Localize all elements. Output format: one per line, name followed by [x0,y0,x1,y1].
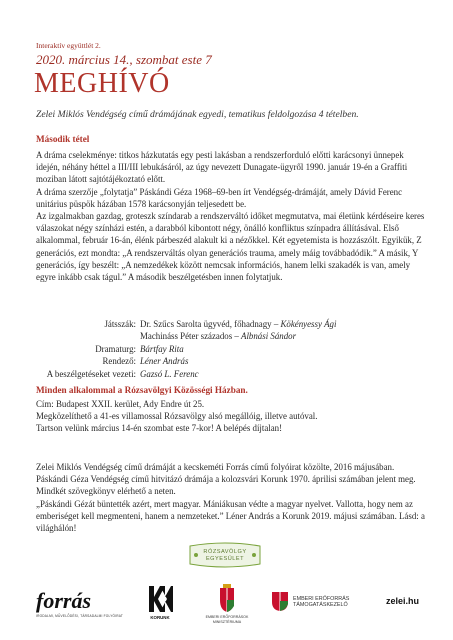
forras-logo [36,588,124,624]
actor-name: Bártfay Rita [140,343,184,354]
ministry-line: EMBERI ERŐFORRÁSOK [205,615,249,619]
korunk-label: KORUNK [150,615,170,620]
sponsor-logos [0,580,453,630]
korunk-mark-icon [146,584,174,614]
description-text [36,149,428,283]
paragraph: „Páskándi Gézát büntették azért, mert magyar. Mániákusan védte a magyar nyelvet. Vallotta, hogy nem az emberiséget kell megmenteni, hanem a nemzeteket.” Léner András a Korunk 2019. májusi számában. Lásd: a világhálón! [36,498,425,534]
venue-directions: Megközelíthető a 41-es villamossal Rózsavölgy alsó megállóig, illetve autóval. [36,411,318,422]
credit-row [36,318,428,330]
emet-shield-icon [270,590,290,612]
zelei-link[interactable]: zelei.hu [386,596,420,606]
character-name: Dr. Szűcs Sarolta ügyvéd, főhadnagy – [140,319,281,329]
emet-line: TÁMOGATÁSKEZELŐ [293,602,348,609]
badge-line: EGYESÜLET [205,555,245,562]
credit-role: Játsszák: [104,319,136,329]
actor-name: Kökényessy Ági [280,319,337,329]
credit-role: A beszélgetéseket vezeti: [46,368,136,379]
series-label: Interaktív együttlét 2. [36,41,101,50]
credit-role: Dramaturg: [95,343,136,354]
badge-line: RÓZSAVÖLGY [203,549,247,555]
actor-name: Léner András [140,356,189,367]
credits-list [36,318,428,380]
paragraph: A dráma cselekménye: titkos házkutatás egy pesti lakásban a rendszerforduló előtti karácsonyi ünnepek idején, néhány héttel a III/III lebukásáról, az úgy nevezett Dunagate-ügyről 1990. január 19-én a Graffiti moziban látott sajtótájékoztató előtt. [36,150,408,185]
page-title: MEGHÍVÓ [34,68,170,99]
ministry-line: MINISZTÉRIUMA [212,619,242,624]
event-date: 2020. március 14., szombat este 7 [36,52,212,67]
publication-info [36,461,428,534]
venue-invitation: Tartson velünk március 14-én szombat este 7-kor! A belépés díjtalan! [36,423,283,434]
page-subtitle: Zelei Miklós Vendégség című drámájának egyedi, tematikus feldolgozása 4 tételben. [36,109,359,120]
venue-address: Cím: Budapest XXII. kerület, Ady Endre út 25. [36,399,205,409]
paragraph: Zelei Miklós Vendégség című drámáját a kecskeméti Forrás című folyóirat közölte, 2016 májusában. Páskándi Géza Vendégség című hitvitázó drámája a kolozsvári Korunk 1970. áprilisi számában jelent meg. Mindkét szövegkönyv elérhető a neten. [36,462,416,497]
actor-name: Albnási Sándor [241,331,297,342]
paragraph: Az izgalmakban gazdag, groteszk színdarab a rendszerváltó időket megmutatva, mai életünk kérdéseire keres válaszokat négy színházi estén, a darabból kibontott négy, önálló konfliktus színpadra állításával. Első alkalommal, február 16-án, élénk párbeszéd alakult ki a nézőkkel. Két egyetemista is hozzászólt. Egyikük, Z generációs, ezt mondta: „A rendszerváltás olyan generációs trauma, amely máig továbbadódik.” A másik, Y generációs, így beszélt: „A nemzedékek között nemcsak információs, hanem lelki szakadék is van, amely egyre inkább csak tágul.” A második beszélgetésben innen folytatjuk. [36,211,425,283]
credit-row [36,343,428,355]
section-heading: Második tétel [36,134,90,144]
venue-heading: Minden alkalommal a Rózsavölgyi Közösségi Házban. [36,385,248,395]
coat-of-arms-icon [194,584,260,614]
forras-tagline: IRODALMI, MŰVELŐDÉSI, TÁRSADALMI FOLYÓIRAT [36,614,124,618]
credit-role: Rendező: [102,356,136,367]
venue-info [36,398,428,435]
rozsavolgy-badge-logo [186,542,264,568]
forras-wordmark: forrás [36,588,92,613]
credit-row [36,330,428,342]
character-name: Machináss Péter százados – [140,331,242,342]
korunk-logo [146,584,174,626]
actor-name: Gazsó L. Ferenc [140,368,199,379]
emet-line: EMBERI ERŐFORRÁS [293,596,350,602]
credit-role [36,330,140,342]
credit-row [36,355,428,367]
credit-row [36,368,428,380]
emet-logo [270,590,378,620]
ministry-logo [194,584,260,628]
paragraph: A dráma szerzője „folytatja” Páskándi Géza 1968–69-ben írt Vendégség-drámáját, amely Dávid Ferenc unitárius püspök házában 1578 karácsonyján teljesedett be. [36,186,403,209]
